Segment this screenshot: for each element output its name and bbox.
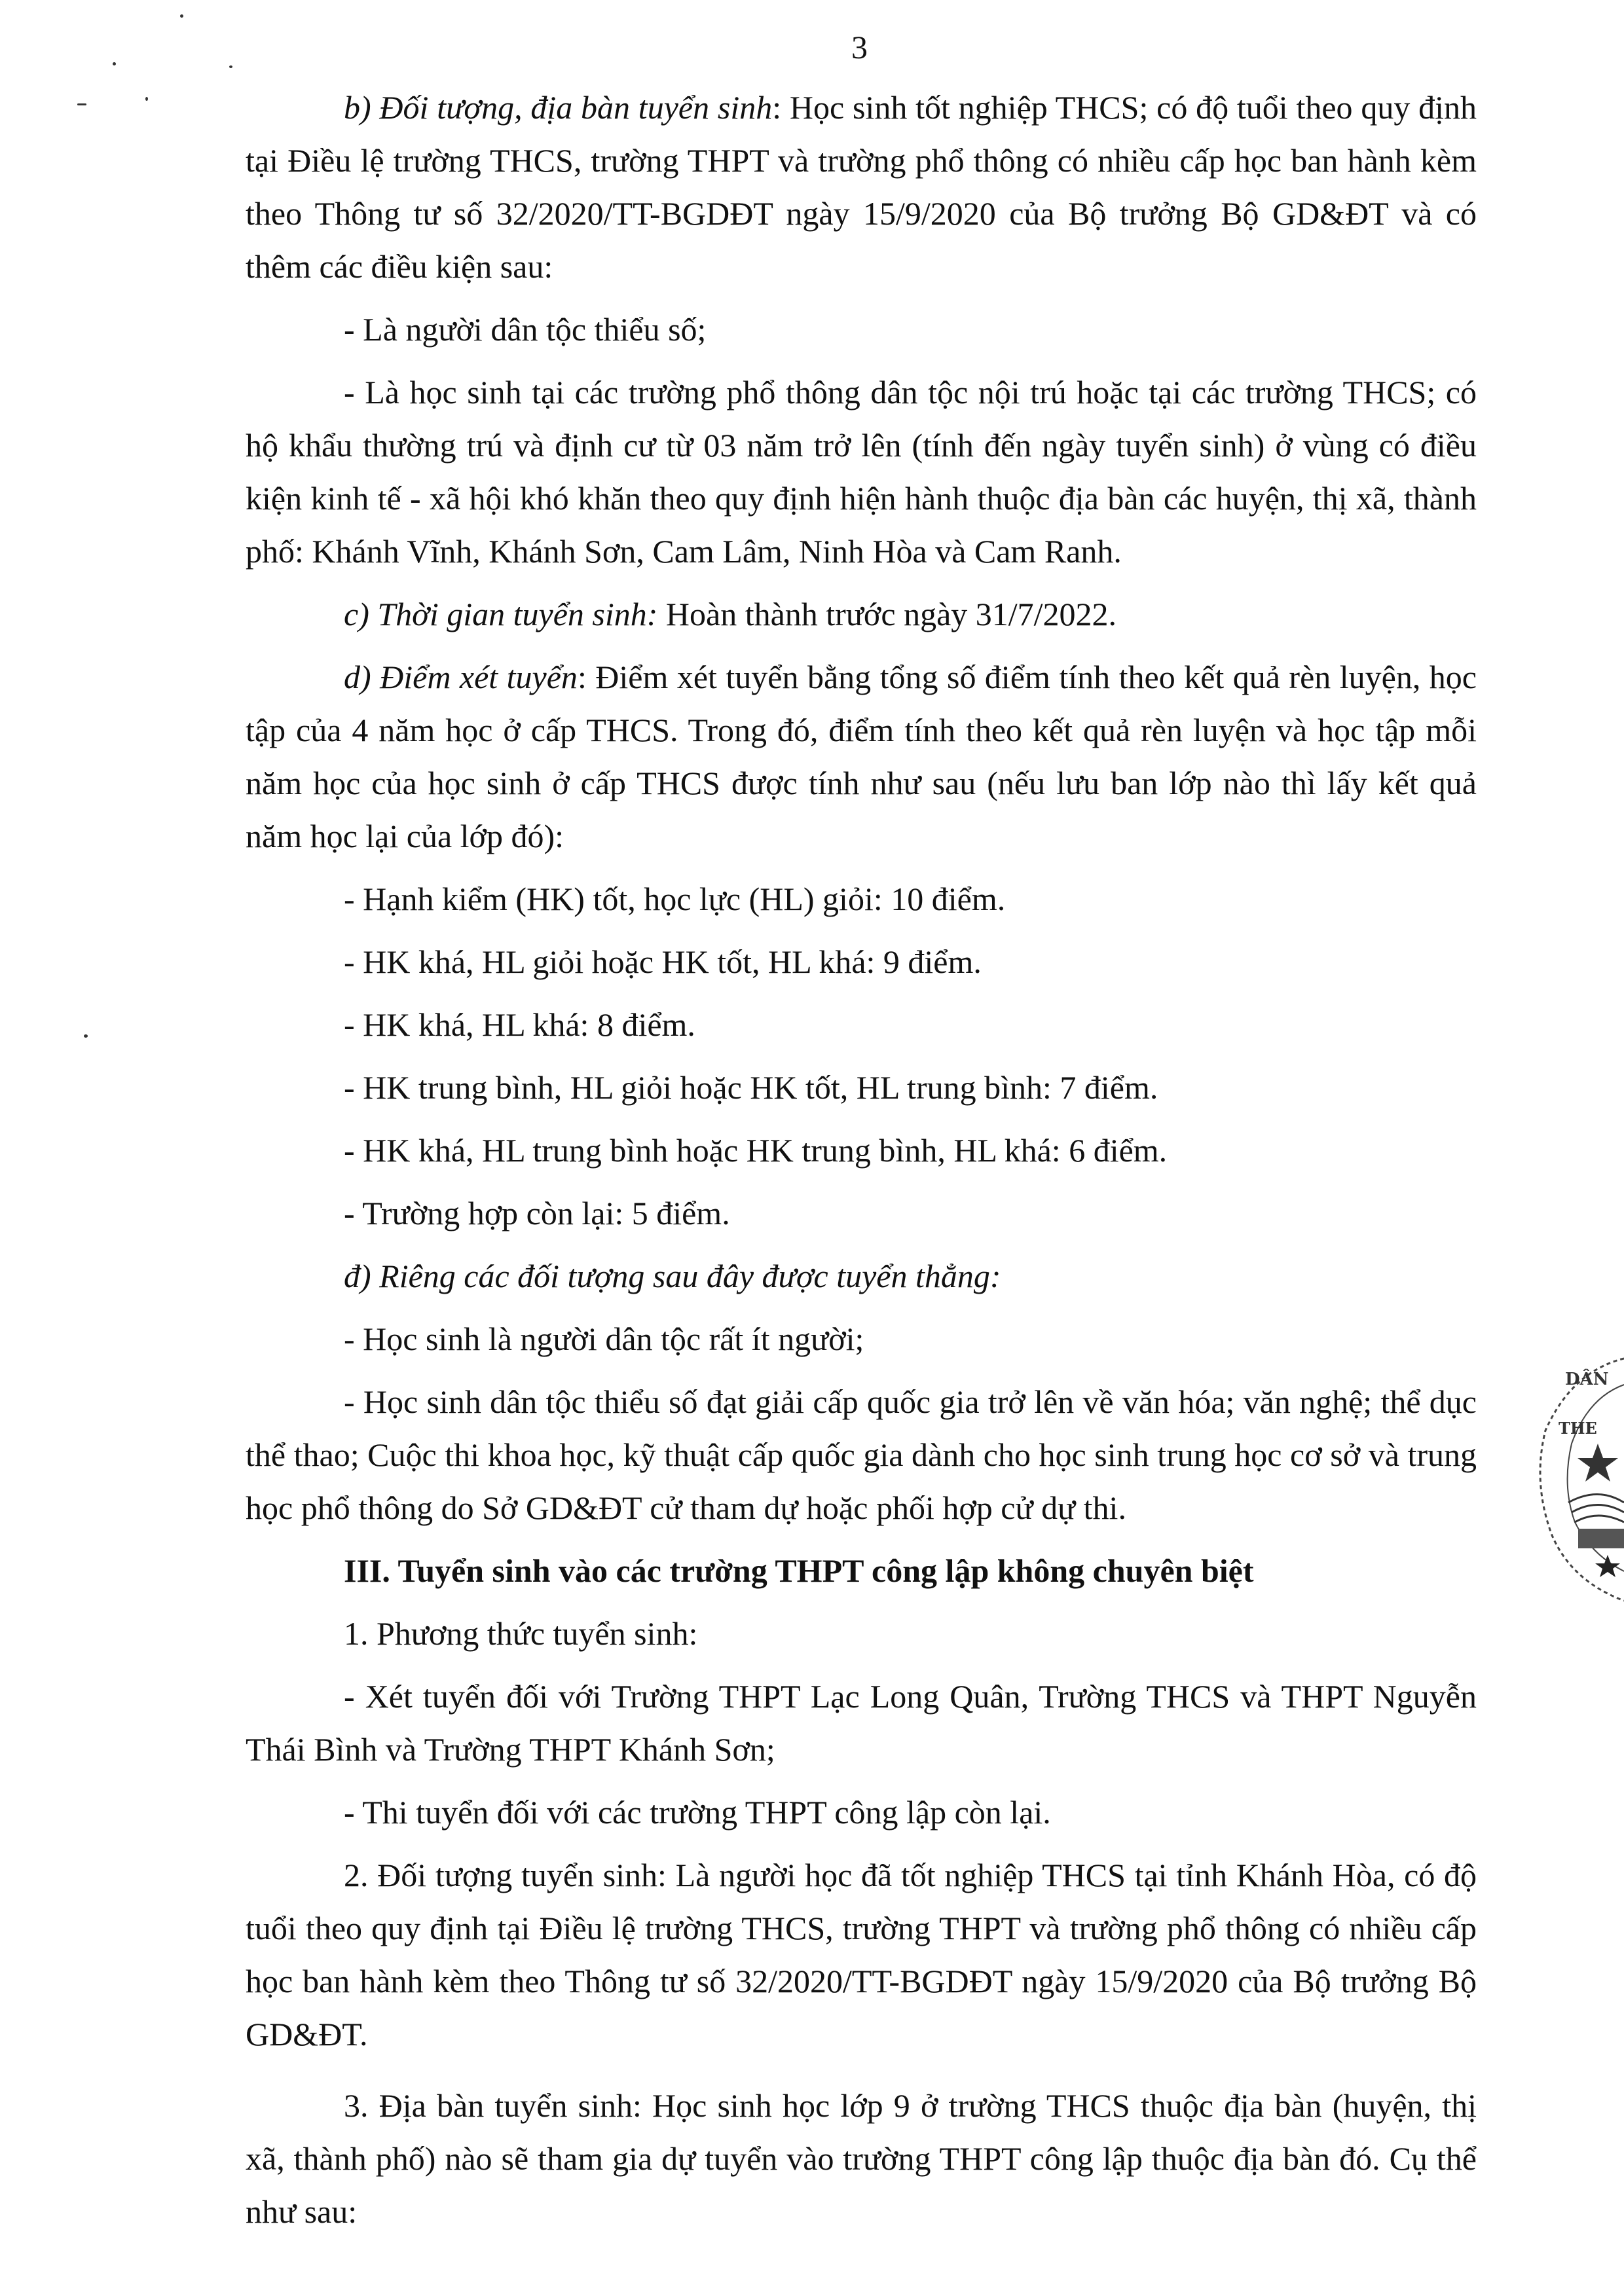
score-rule-6: - HK khá, HL trung bình hoặc HK trung bình, HL khá: 6 điểm. — [344, 1132, 1168, 1169]
scan-speck — [180, 14, 183, 18]
scan-speck — [229, 65, 232, 68]
score-rule-7: - HK trung bình, HL giỏi hoặc HK tốt, HL trung bình: 7 điểm. — [344, 1069, 1158, 1106]
section-dd-heading: đ) Riêng các đối tượng sau đây được tuyển thẳng: — [344, 1258, 1001, 1294]
scan-speck — [113, 62, 116, 65]
condition-boarding-school: - Là học sinh tại các trường phổ thông dân tộc nội trú hoặc tại các trường THCS; có hộ khẩu thường trú và định cư từ 03 năm trở lên (tính đến ngày tuyển sinh) ở vùng có điều kiện kinh tế - xã hội khó khăn theo quy định hiện hành thuộc địa bàn các huyện, thị xã, thành phố: Khánh Vĩnh, Khánh Sơn, Cam Lâm, Ninh Hòa và Cam Ranh. — [246, 374, 1477, 570]
seal-star-icon — [1578, 1444, 1618, 1482]
paragraph-target-and-area — [246, 81, 1477, 293]
admission-method-review: - Xét tuyển đối với Trường THPT Lạc Long Quân, Trường THCS và THPT Nguyễn Thái Bình và Trường THPT Khánh Sơn; — [246, 1678, 1477, 1768]
section-d-heading: d) Điểm xét tuyển — [344, 659, 578, 695]
seal-text-top: DÂN — [1565, 1370, 1609, 1389]
condition-ethnic-minority: - Là người dân tộc thiểu số; — [344, 311, 707, 348]
section-b-heading: b) Đối tượng, địa bàn tuyển sinh — [344, 89, 773, 126]
scan-speck — [145, 97, 148, 101]
section-c-text: Hoàn thành trước ngày 31/7/2022. — [657, 596, 1117, 632]
score-rule-9: - HK khá, HL giỏi hoặc HK tốt, HL khá: 9 điểm. — [344, 943, 982, 980]
paragraph-admission-time — [246, 588, 1477, 641]
section-b-text: : Học sinh tốt nghiệp THCS; có độ tuổi theo quy định tại Điều lệ trường THCS, trường THPT và trường phổ thông có nhiều cấp học ban hành kèm theo Thông tư số 32/2020/TT-BGDĐT ngày 15/9/2020 của Bộ trưởng Bộ GD&ĐT và có thêm các điều kiện sau: — [246, 89, 1477, 285]
page-number: 3 — [851, 29, 868, 65]
score-rule-5: - Trường hợp còn lại: 5 điểm. — [344, 1195, 730, 1231]
seal-text-middle: THE — [1559, 1419, 1597, 1438]
section-d-text: : Điểm xét tuyển bằng tổng số điểm tính theo kết quả rèn luyện, học tập của 4 năm học ở cấp THCS. Trong đó, điểm tính theo kết quả rèn luyện và học tập mỗi năm học của học sinh ở cấp THCS được tính như sau (nếu lưu ban lớp nào thì lấy kết quả năm học lại của lớp đó): — [246, 659, 1477, 854]
document-body — [246, 81, 1477, 2238]
direct-admission-rare-ethnic: - Học sinh là người dân tộc rất ít người; — [344, 1321, 864, 1357]
section-iii-heading: III. Tuyển sinh vào các trường THPT công lập không chuyên biệt — [344, 1552, 1254, 1589]
admission-area: 3. Địa bàn tuyển sinh: Học sinh học lớp 9 ở trường THCS thuộc địa bàn (huyện, thị xã, thành phố) nào sẽ tham gia dự tuyển vào trường THPT công lập thuộc địa bàn đó. Cụ thể như sau: — [246, 2087, 1477, 2230]
score-rule-8: - HK khá, HL khá: 8 điểm. — [344, 1006, 695, 1043]
seal-small-star-icon — [1595, 1555, 1620, 1577]
scan-speck — [77, 103, 86, 105]
scan-speck — [84, 1034, 88, 1038]
score-rule-10: - Hạnh kiểm (HK) tốt, học lực (HL) giỏi: 10 điểm. — [344, 881, 1006, 917]
official-seal-stamp — [1532, 1345, 1624, 1620]
admission-target: 2. Đối tượng tuyển sinh: Là người học đã tốt nghiệp THCS tại tỉnh Khánh Hòa, có độ tuổi theo quy định tại Điều lệ trường THCS, trường THPT và trường phổ thông có nhiều cấp học ban hành kèm theo Thông tư số 32/2020/TT-BGDĐT ngày 15/9/2020 của Bộ trưởng Bộ GD&ĐT. — [246, 1857, 1477, 2052]
section-c-heading: c) Thời gian tuyển sinh: — [344, 596, 658, 632]
admission-method-exam: - Thi tuyển đối với các trường THPT công lập còn lại. — [344, 1794, 1051, 1831]
admission-method-heading: 1. Phương thức tuyển sinh: — [344, 1615, 698, 1652]
paragraph-admission-score — [246, 651, 1477, 863]
direct-admission-national-award: - Học sinh dân tộc thiểu số đạt giải cấp quốc gia trở lên về văn hóa; văn nghệ; thể dục thể thao; Cuộc thi khoa học, kỹ thuật cấp quốc gia dành cho học sinh trung học cơ sở và trung học phổ thông do Sở GD&ĐT cử tham dự hoặc phối hợp cử dự thi. — [246, 1383, 1477, 1526]
